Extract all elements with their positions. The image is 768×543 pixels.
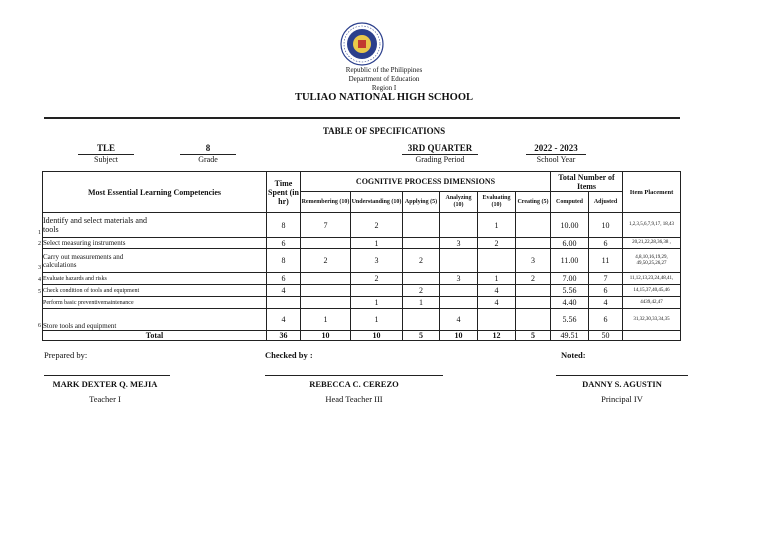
- remembering-cell: [301, 273, 351, 285]
- total-applying: 5: [403, 331, 440, 341]
- department-line: Department of Education: [348, 75, 420, 83]
- remembering-cell: 7: [301, 213, 351, 238]
- header-analyzing: Analyzing (10): [440, 192, 478, 213]
- header-remembering: Remembering (10): [301, 192, 351, 213]
- header-total-items: Total Number of Items: [551, 172, 623, 192]
- placement-cell: 20,21,22,28,36,38 ,: [623, 238, 681, 249]
- header-cognitive: COGNITIVE PROCESS DIMENSIONS: [301, 172, 551, 192]
- row-number: 5: [38, 289, 41, 295]
- evaluating-cell: [478, 309, 516, 331]
- applying-cell: 1: [403, 297, 440, 309]
- total-creating: 5: [516, 331, 551, 341]
- grading-period-label: Grading Period: [402, 154, 478, 165]
- evaluating-cell: 1: [478, 273, 516, 285]
- understanding-cell: [351, 285, 403, 297]
- applying-cell: 2: [403, 249, 440, 273]
- document-title: TABLE OF SPECIFICATIONS: [322, 126, 446, 136]
- total-label: Total: [43, 331, 267, 341]
- adjusted-cell: 10: [589, 213, 623, 238]
- header-adjusted: Adjusted: [589, 192, 623, 213]
- remembering-cell: 1: [301, 309, 351, 331]
- analyzing-cell: 3: [440, 273, 478, 285]
- grade-label: Grade: [180, 154, 236, 165]
- applying-cell: [403, 238, 440, 249]
- creating-cell: 3: [516, 249, 551, 273]
- placement-cell: 31,32,30,33,34,35: [623, 309, 681, 331]
- computed-cell: 6.00: [551, 238, 589, 249]
- analyzing-cell: 4: [440, 309, 478, 331]
- understanding-cell: 1: [351, 309, 403, 331]
- header-creating: Creating (5): [516, 192, 551, 213]
- time-cell: 8: [267, 249, 301, 273]
- table-row: [43, 297, 681, 309]
- table-row: [43, 309, 681, 331]
- subject-value: TLE: [96, 143, 115, 153]
- noted-title: Principal IV: [601, 394, 643, 404]
- deped-seal: [340, 22, 384, 66]
- total-placement: [623, 331, 681, 341]
- computed-cell: 5.56: [551, 285, 589, 297]
- subject-label: Subject: [78, 154, 134, 165]
- understanding-cell: 2: [351, 273, 403, 285]
- total-adjusted: 50: [589, 331, 623, 341]
- time-cell: [267, 297, 301, 309]
- placement-cell: 4,8,10,16,19,29, 49,50,25,26,27: [623, 249, 681, 273]
- competency: Check condition of tools and equipment: [43, 288, 140, 294]
- evaluating-cell: 1: [478, 213, 516, 238]
- applying-cell: [403, 213, 440, 238]
- row-number: 1: [38, 230, 41, 236]
- row-number: 3: [38, 265, 41, 271]
- table-row: [43, 273, 681, 285]
- creating-cell: [516, 238, 551, 249]
- creating-cell: 2: [516, 273, 551, 285]
- total-understanding: 10: [351, 331, 403, 341]
- checked-signature-line: [265, 375, 443, 376]
- checked-by-label: Checked by :: [265, 350, 313, 360]
- header-competencies: Most Essential Learning Competencies: [43, 172, 267, 213]
- understanding-cell: 1: [351, 297, 403, 309]
- evaluating-cell: 2: [478, 238, 516, 249]
- header-computed: Computed: [551, 192, 589, 213]
- adjusted-cell: 7: [589, 273, 623, 285]
- checked-name: REBECCA C. CEREZO: [309, 379, 399, 389]
- header-evaluating: Evaluating (10): [478, 192, 516, 213]
- noted-signature-line: [556, 375, 688, 376]
- region-line: Region I: [371, 84, 397, 92]
- understanding-cell: 1: [351, 238, 403, 249]
- table-row: [43, 238, 681, 249]
- placement-cell: 11,12,13,23,24,48,41,: [623, 273, 681, 285]
- total-analyzing: 10: [440, 331, 478, 341]
- competency: Store tools and equipment: [43, 322, 117, 330]
- header-time-spent: Time Spent (in hr): [267, 172, 301, 213]
- analyzing-cell: [440, 249, 478, 273]
- time-cell: 4: [267, 285, 301, 297]
- grading-period-value: 3RD QUARTER: [407, 143, 473, 153]
- placement-cell: 4439,42,47: [623, 297, 681, 309]
- evaluating-cell: 4: [478, 285, 516, 297]
- header-understanding: Understanding (10): [351, 192, 403, 213]
- total-time: 36: [267, 331, 301, 341]
- total-row: [43, 331, 681, 341]
- republic-line: Republic of the Philippines: [345, 66, 423, 74]
- school-year-label: School Year: [526, 154, 586, 165]
- evaluating-cell: 4: [478, 297, 516, 309]
- noted-label: Noted:: [561, 350, 586, 360]
- table-row: [43, 249, 681, 273]
- analyzing-cell: 3: [440, 238, 478, 249]
- grade-value: 8: [205, 143, 211, 153]
- computed-cell: 4.40: [551, 297, 589, 309]
- applying-cell: [403, 273, 440, 285]
- school-year-value: 2022 - 2023: [534, 143, 578, 153]
- analyzing-cell: [440, 297, 478, 309]
- total-remembering: 10: [301, 331, 351, 341]
- total-computed: 49.51: [551, 331, 589, 341]
- table-row: [43, 285, 681, 297]
- applying-cell: [403, 309, 440, 331]
- competency: Carry out measurements and calculations: [43, 252, 124, 269]
- noted-name: DANNY S. AGUSTIN: [582, 379, 662, 389]
- time-cell: 6: [267, 273, 301, 285]
- adjusted-cell: 4: [589, 297, 623, 309]
- placement-cell: 1,2,3,5,6,7,9,17, 18,43: [623, 213, 681, 238]
- creating-cell: [516, 285, 551, 297]
- adjusted-cell: 6: [589, 285, 623, 297]
- analyzing-cell: [440, 285, 478, 297]
- understanding-cell: 2: [351, 213, 403, 238]
- header-item-placement: Item Placement: [623, 172, 681, 213]
- understanding-cell: 3: [351, 249, 403, 273]
- computed-cell: 10.00: [551, 213, 589, 238]
- evaluating-cell: [478, 249, 516, 273]
- header-applying: Applying (5): [403, 192, 440, 213]
- competency: Identify and select materials and tools: [43, 216, 147, 234]
- row-number: 6: [38, 323, 41, 329]
- computed-cell: 5.56: [551, 309, 589, 331]
- prepared-signature-line: [44, 375, 170, 376]
- time-cell: 6: [267, 238, 301, 249]
- time-cell: 8: [267, 213, 301, 238]
- specifications-table: [38, 171, 681, 341]
- competency: Perform basic preventivemaintenance: [43, 300, 134, 306]
- computed-cell: 11.00: [551, 249, 589, 273]
- computed-cell: 7.00: [551, 273, 589, 285]
- remembering-cell: [301, 238, 351, 249]
- time-cell: 4: [267, 309, 301, 331]
- checked-title: Head Teacher III: [325, 394, 383, 404]
- row-number: 2: [38, 241, 41, 247]
- creating-cell: [516, 297, 551, 309]
- total-evaluating: 12: [478, 331, 516, 341]
- row-number: 4: [38, 277, 41, 283]
- adjusted-cell: 6: [589, 309, 623, 331]
- placement-cell: 14,15,37,40,45,46: [623, 285, 681, 297]
- school-name: TULIAO NATIONAL HIGH SCHOOL: [294, 92, 474, 103]
- applying-cell: 2: [403, 285, 440, 297]
- creating-cell: [516, 309, 551, 331]
- analyzing-cell: [440, 213, 478, 238]
- competency: Select measuring instruments: [43, 239, 126, 247]
- creating-cell: [516, 213, 551, 238]
- adjusted-cell: 6: [589, 238, 623, 249]
- prepared-name: MARK DEXTER Q. MEJIA: [52, 379, 158, 389]
- prepared-title: Teacher I: [89, 394, 121, 404]
- remembering-cell: [301, 297, 351, 309]
- remembering-cell: [301, 285, 351, 297]
- remembering-cell: 2: [301, 249, 351, 273]
- prepared-by-label: Prepared by:: [44, 350, 88, 360]
- table-row: [43, 213, 681, 238]
- header-rule: [44, 117, 680, 119]
- adjusted-cell: 11: [589, 249, 623, 273]
- competency: Evaluate hazards and risks: [43, 276, 107, 282]
